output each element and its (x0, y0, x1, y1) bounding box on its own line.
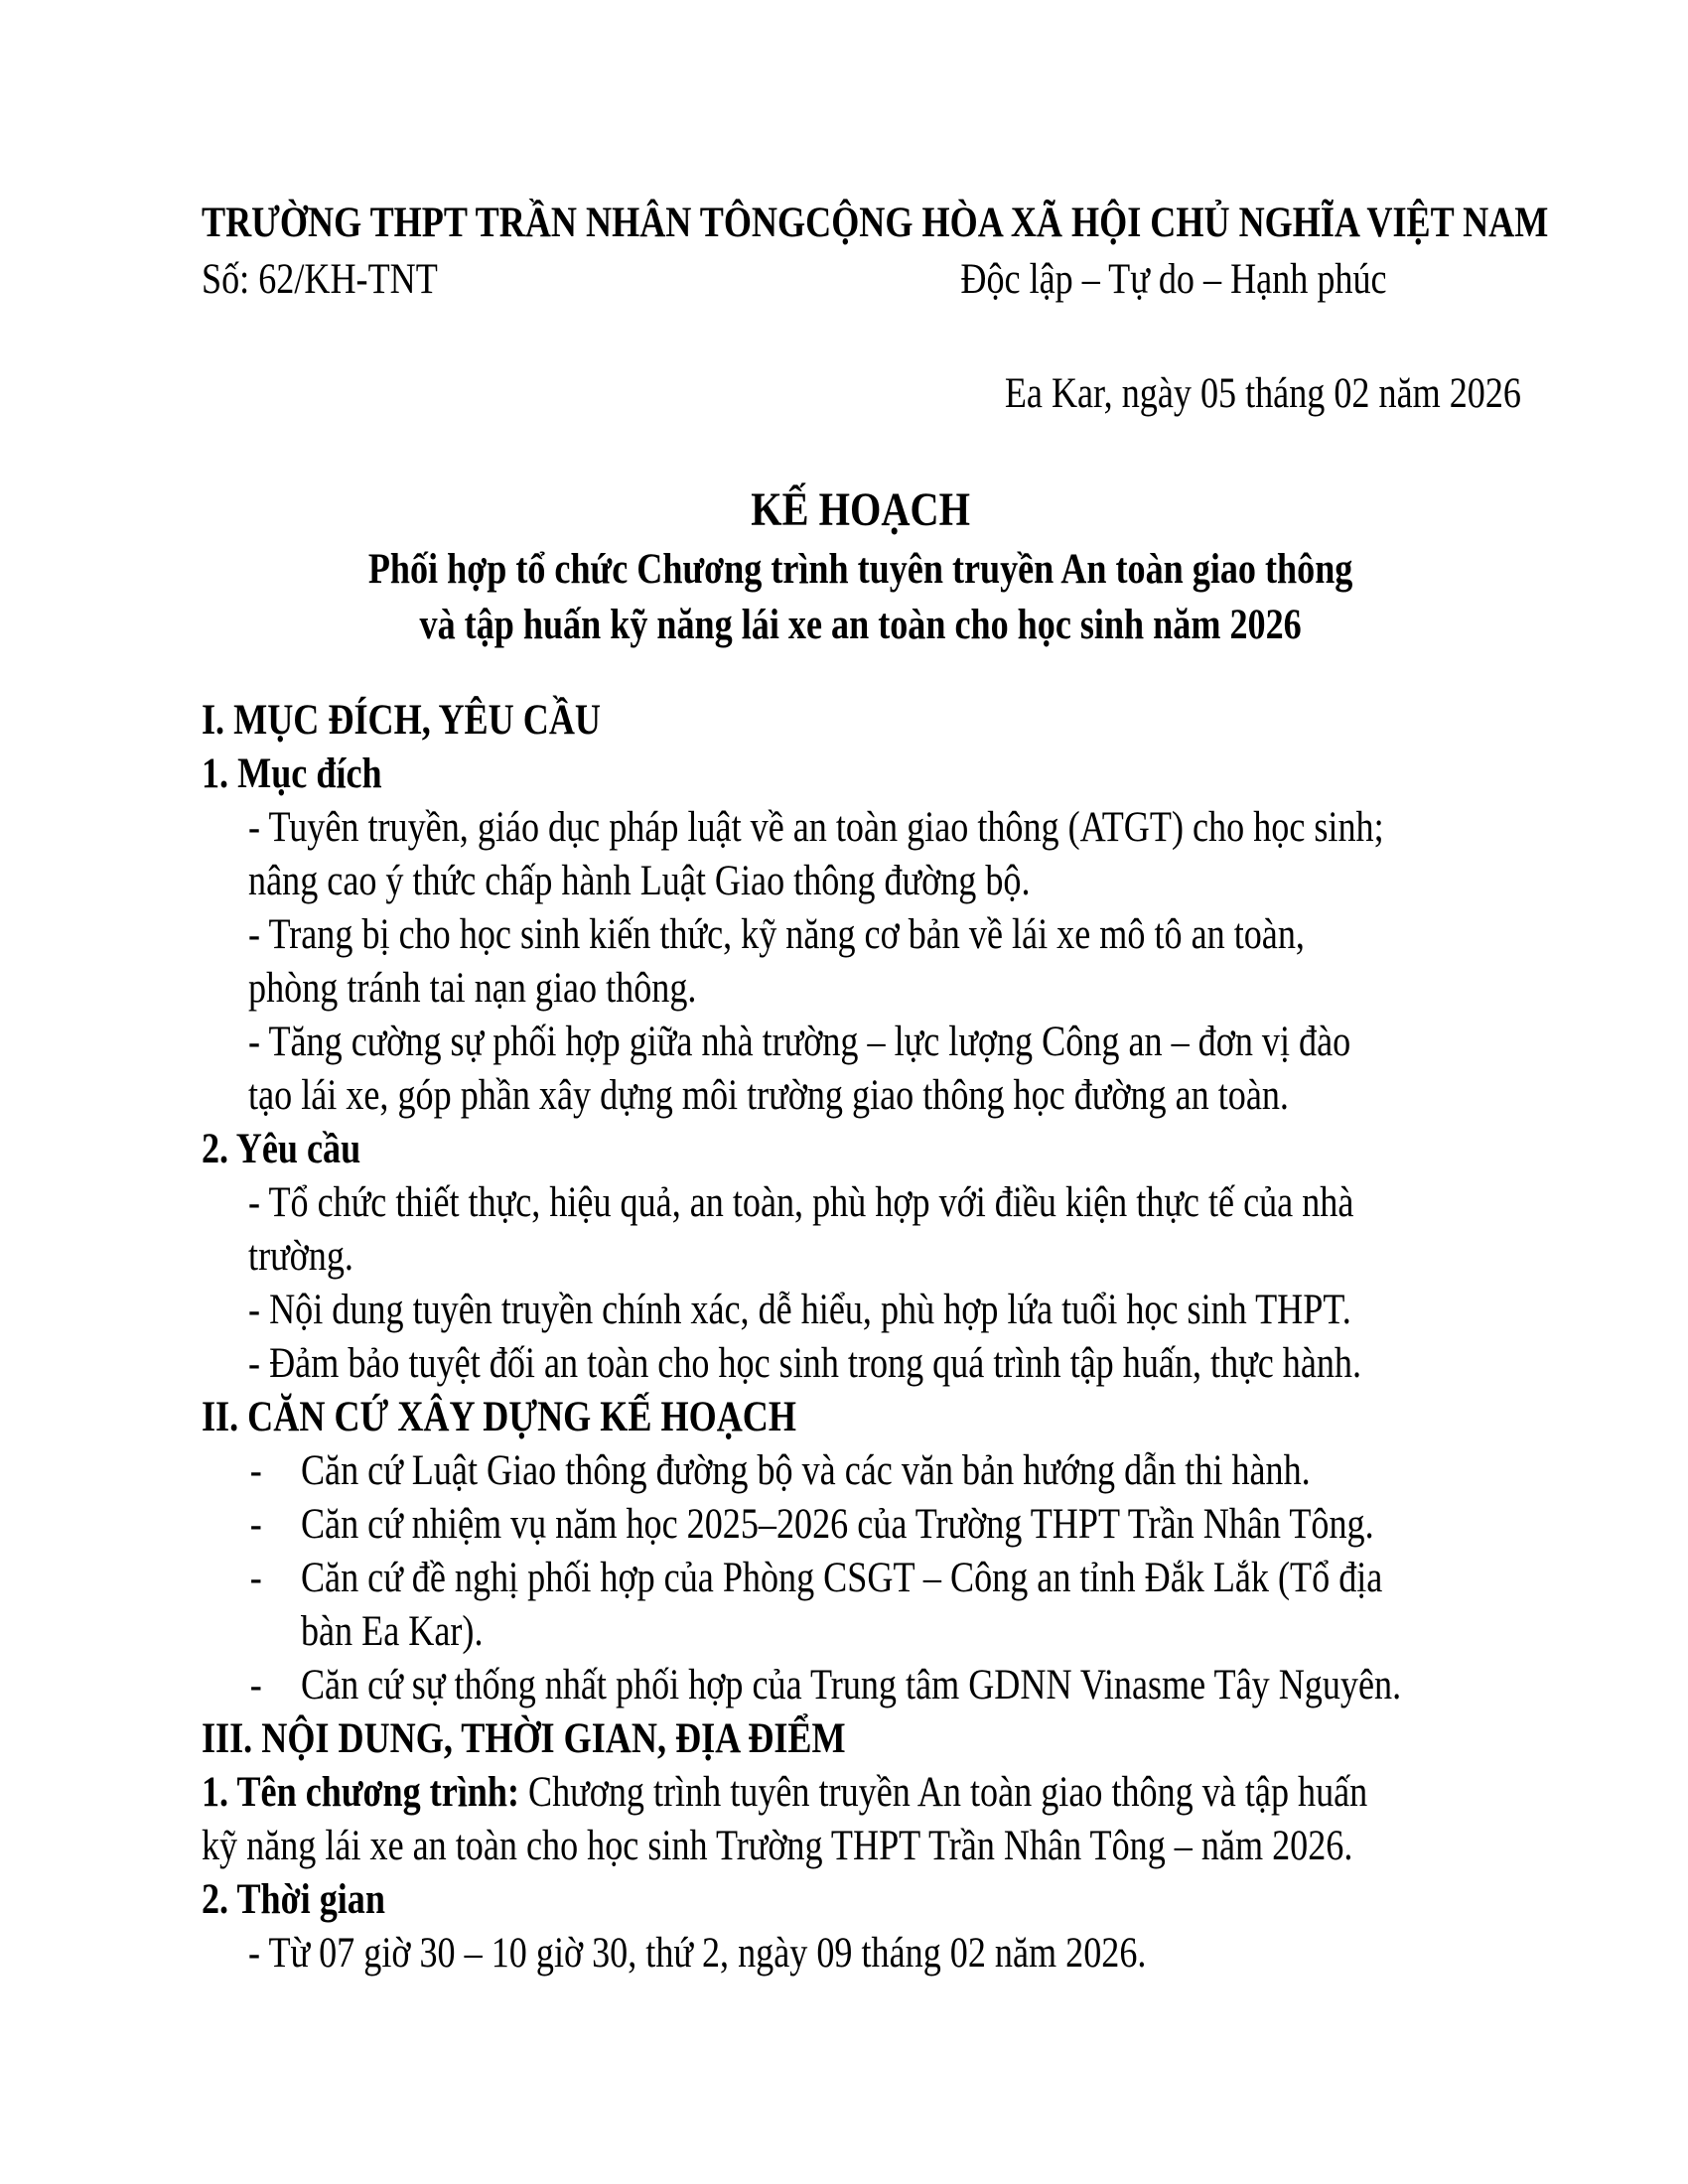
heading-line (202, 1873, 1519, 1927)
text-run: 2. Yêu cầu (202, 1126, 361, 1172)
text-run: - Từ 07 giờ 30 – 10 giờ 30, thứ 2, ngày 09 tháng 02 năm 2026. (248, 1930, 1147, 1977)
document-subtitle-line2: và tập huấn kỹ năng lái xe an toàn cho học sinh năm 2026 (419, 602, 1302, 648)
national-motto: Độc lập – Tự do – Hạnh phúc (960, 256, 1387, 303)
text-line (202, 1444, 1519, 1498)
text-run: II. CĂN CỨ XÂY DỰNG KẾ HOẠCH (202, 1394, 796, 1440)
heading-line (202, 1391, 1519, 1444)
text-run: phòng tránh tai nạn giao thông. (248, 965, 697, 1012)
place-date-row (835, 365, 1572, 422)
text-run: kỹ năng lái xe an toàn cho học sinh Trường THPT Trần Nhân Tông – năm 2026. (202, 1823, 1353, 1869)
text-line (202, 1176, 1519, 1230)
document-number: Số: 62/KH-TNT (202, 256, 438, 303)
header-left-column (202, 195, 805, 308)
text-line (202, 1016, 1519, 1069)
text-line (202, 801, 1519, 855)
text-run: I. MỤC ĐÍCH, YÊU CẦU (202, 697, 602, 744)
text-run: - Tổ chức thiết thực, hiệu quả, an toàn, phù hợp với điều kiện thực tế của nhà (248, 1179, 1354, 1226)
text-line (202, 1337, 1519, 1391)
text-line (202, 1552, 1519, 1605)
text-run: Căn cứ Luật Giao thông đường bộ và các văn bản hướng dẫn thi hành. (300, 1447, 1311, 1494)
document-title: KẾ HOẠCH (751, 483, 970, 536)
text-line (202, 855, 1519, 908)
place-date: Ea Kar, ngày 05 tháng 02 năm 2026 (1004, 370, 1521, 417)
text-line (202, 1766, 1519, 1820)
text-run: 1. Mục đích (202, 751, 382, 797)
heading-line (202, 1123, 1519, 1176)
issuing-org-name: TRƯỜNG THPT TRẦN NHÂN TÔNG (202, 200, 806, 246)
document-subtitle-line1: Phối hợp tổ chức Chương trình tuyên truyền An toàn giao thông (367, 546, 1353, 593)
text-run: tạo lái xe, góp phần xây dựng môi trường giao thông học đường an toàn. (248, 1072, 1289, 1119)
text-run: nâng cao ý thức chấp hành Luật Giao thông đường bộ. (248, 858, 1031, 904)
text-line (202, 1820, 1519, 1873)
bullet-dash: - (249, 1501, 262, 1548)
bold-run: 1. Tên chương trình: (202, 1769, 519, 1816)
text-line (202, 1498, 1519, 1552)
text-line (202, 1927, 1519, 1980)
text-line (202, 1069, 1519, 1123)
text-run: Chương trình tuyên truyền An toàn giao thông và tập huấn (518, 1769, 1368, 1816)
bullet-dash: - (249, 1447, 262, 1494)
bullet-dash: - (249, 1555, 262, 1601)
text-run: - Trang bị cho học sinh kiến thức, kỹ năng cơ bản về lái xe mô tô an toàn, (248, 911, 1305, 958)
text-line (202, 962, 1519, 1016)
text-run: - Đảm bảo tuyệt đối an toàn cho học sinh trong quá trình tập huấn, thực hành. (248, 1340, 1362, 1387)
document-body (202, 694, 1519, 1980)
text-run: - Nội dung tuyên truyền chính xác, dễ hiểu, phù hợp lứa tuổi học sinh THPT. (248, 1287, 1351, 1333)
text-line (202, 1230, 1519, 1284)
heading-line (202, 1712, 1519, 1766)
text-run: 2. Thời gian (202, 1876, 385, 1923)
text-line (202, 1659, 1519, 1712)
text-run: - Tăng cường sự phối hợp giữa nhà trường – lực lượng Công an – đơn vị đào (248, 1019, 1351, 1065)
document-sheet (202, 0, 1549, 1980)
header-right-column (805, 195, 1549, 308)
text-run: Căn cứ sự thống nhất phối hợp của Trung tâm GDNN Vinasme Tây Nguyên. (300, 1662, 1402, 1708)
bullet-dash: - (249, 1662, 262, 1708)
text-run: - Tuyên truyền, giáo dục pháp luật về an toàn giao thông (ATGT) cho học sinh; (248, 804, 1384, 851)
national-title: CỘNG HÒA XÃ HỘI CHỦ NGHĨA VIỆT NAM (805, 200, 1549, 246)
text-line (202, 1605, 1519, 1659)
heading-line (202, 694, 1519, 748)
text-line (202, 908, 1519, 962)
text-line (202, 1284, 1519, 1337)
document-header (202, 195, 1549, 308)
title-block (202, 478, 1519, 653)
heading-line (202, 748, 1519, 801)
text-run: III. NỘI DUNG, THỜI GIAN, ĐỊA ĐIỂM (202, 1715, 846, 1762)
text-run: Căn cứ nhiệm vụ năm học 2025–2026 của Trường THPT Trần Nhân Tông. (300, 1501, 1374, 1548)
text-run: trường. (248, 1233, 353, 1280)
text-run: Căn cứ đề nghị phối hợp của Phòng CSGT – Công an tỉnh Đắk Lắk (Tổ địa (300, 1555, 1383, 1601)
text-run: bàn Ea Kar). (300, 1608, 484, 1655)
